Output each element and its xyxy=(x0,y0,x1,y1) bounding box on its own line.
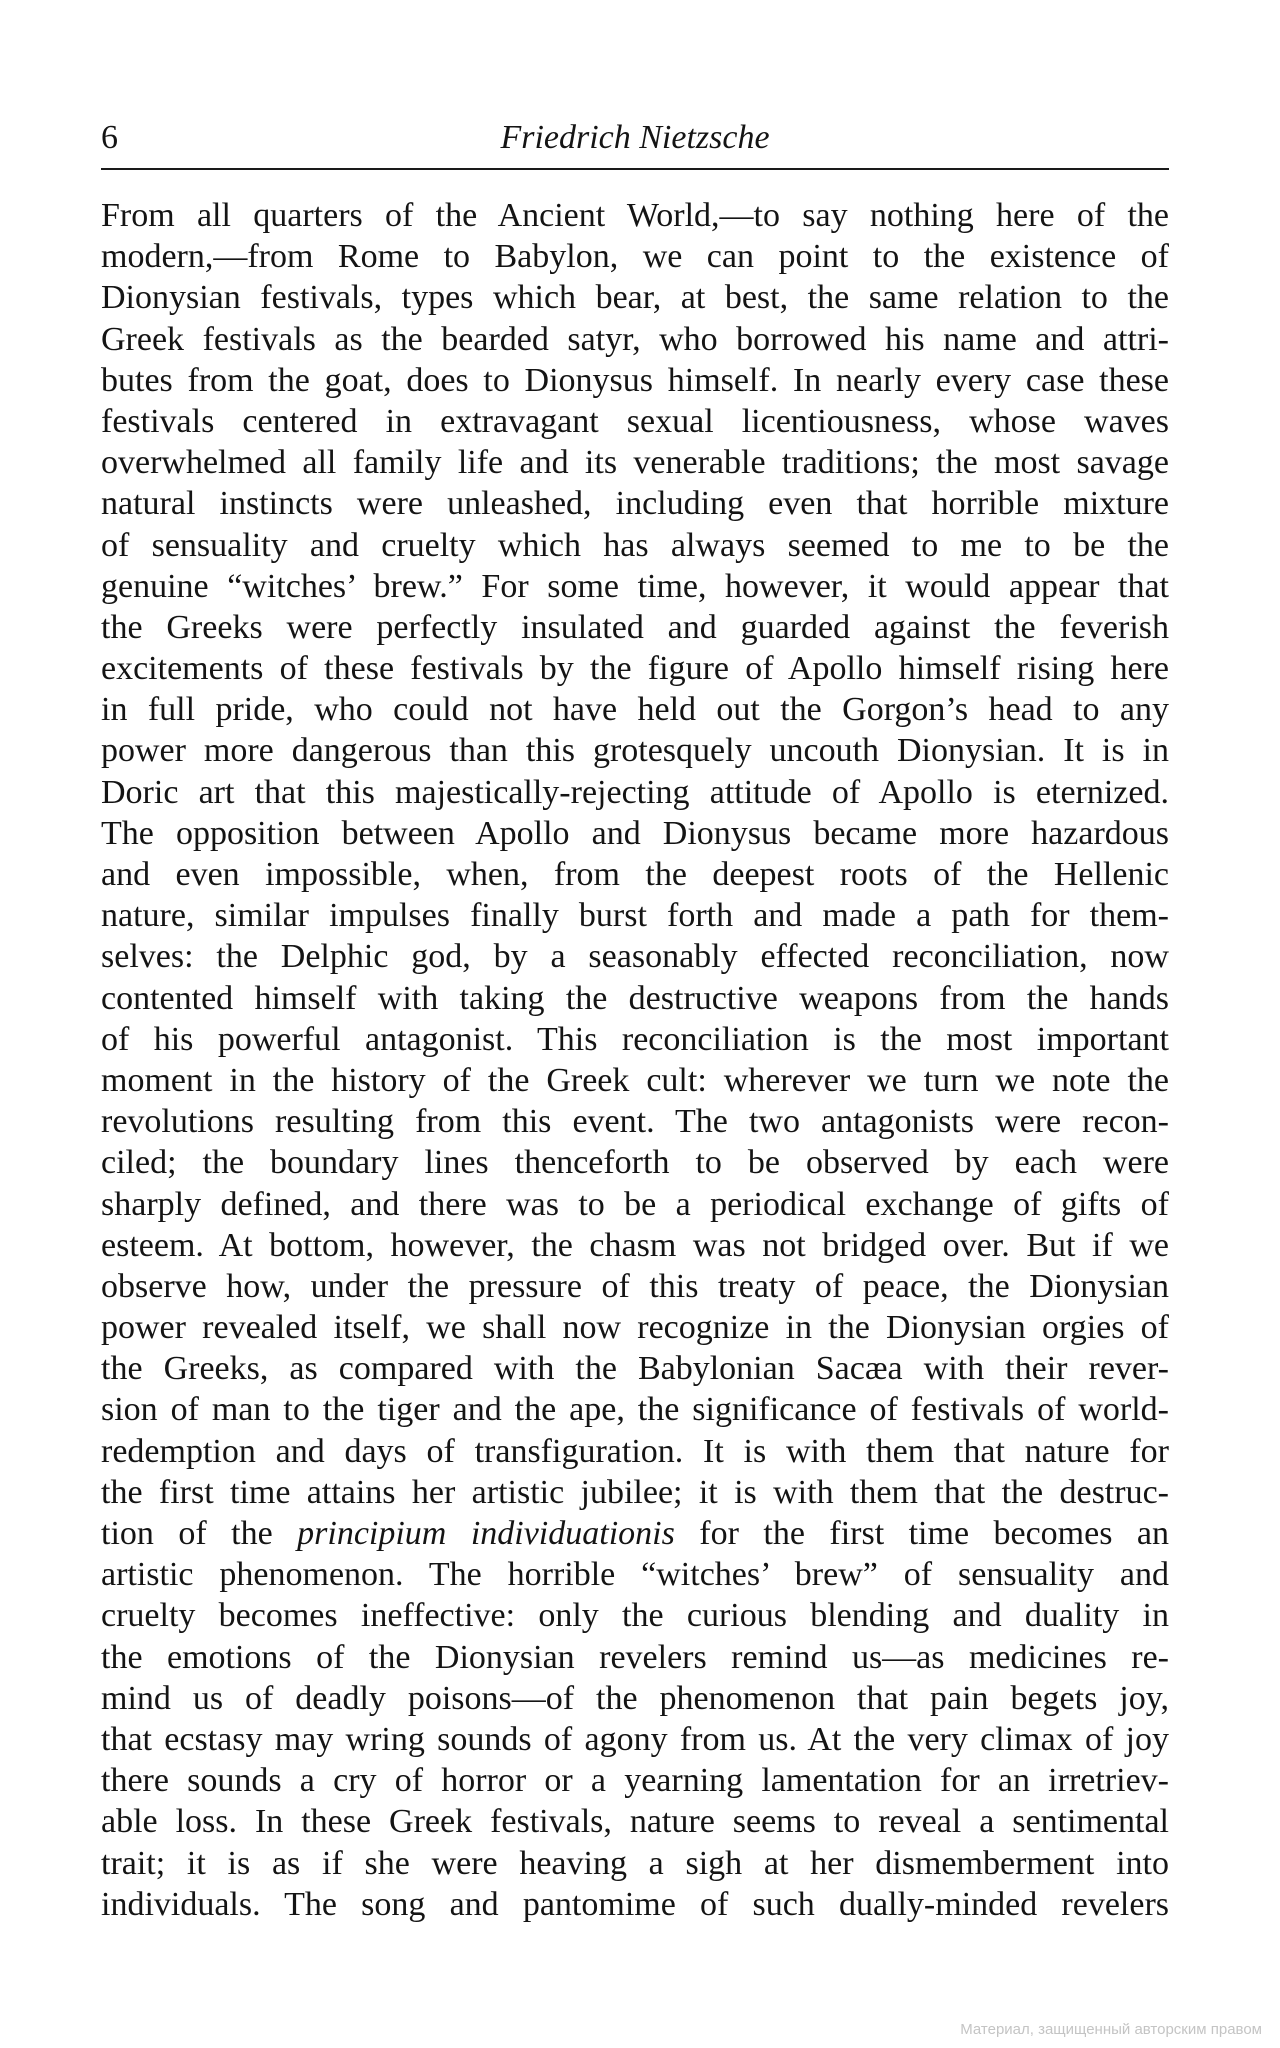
text-line: excitements of these festivals by the figure of Apollo himself rising here xyxy=(101,650,1169,688)
text-line: Dionysian festivals, types which bear, at best, the same relation to the xyxy=(101,279,1169,317)
text-line: festivals centered in extravagant sexual licentiousness, whose waves xyxy=(101,402,1169,440)
text-line: genuine “witches’ brew.” For some time, however, it would appear that xyxy=(101,567,1169,605)
text-line: power revealed itself, we shall now recognize in the Dionysian orgies of xyxy=(101,1309,1169,1347)
text-line: contented himself with taking the destructive weapons from the hands xyxy=(101,979,1169,1017)
text-line: the Greeks were perfectly insulated and guarded against the feverish xyxy=(101,608,1169,646)
text-line: moment in the history of the Greek cult: wherever we turn we note the xyxy=(101,1061,1169,1099)
text-line: Doric art that this majestically-rejecting attitude of Apollo is eternized. xyxy=(101,773,1169,811)
text-line: revolutions resulting from this event. The two antagonists were recon- xyxy=(101,1103,1169,1141)
text-line: modern,—from Rome to Babylon, we can point to the existence of xyxy=(101,238,1169,276)
text-line: there sounds a cry of horror or a yearning lamentation for an irretriev- xyxy=(101,1762,1169,1800)
text-line: and even impossible, when, from the deepest roots of the Hellenic xyxy=(101,856,1169,893)
text-line: Greek festivals as the bearded satyr, who borrowed his name and attri- xyxy=(101,320,1169,358)
running-title: Friedrich Nietzsche xyxy=(500,119,770,156)
body-text xyxy=(101,195,1169,1925)
text-line: that ecstasy may wring sounds of agony from us. At the very climax of joy xyxy=(101,1720,1169,1758)
page-number: 6 xyxy=(101,119,118,156)
text-line: sharply defined, and there was to be a periodical exchange of gifts of xyxy=(101,1185,1169,1223)
text-line: sion of man to the tiger and the ape, the significance of festivals of world- xyxy=(101,1391,1169,1429)
text-line: of sensuality and cruelty which has always seemed to me to be the xyxy=(101,526,1169,564)
text-segment: for the first time becomes an xyxy=(674,1515,1169,1552)
text-line: able loss. In these Greek festivals, nature seems to reveal a sentimental xyxy=(101,1803,1169,1841)
text-line: The opposition between Apollo and Dionysus became more hazardous xyxy=(101,814,1169,852)
text-line: selves: the Delphic god, by a seasonably effected reconciliation, now xyxy=(101,938,1169,976)
text-segment: tion of the xyxy=(101,1515,298,1552)
text-line: nature, similar impulses finally burst forth and made a path for them- xyxy=(101,897,1169,935)
text-line: redemption and days of transfiguration. It is with them that nature for xyxy=(101,1432,1169,1470)
text-line: butes from the goat, does to Dionysus himself. In nearly every case these xyxy=(101,361,1169,399)
page-header xyxy=(101,118,1169,170)
copyright-watermark: Материал, защищенный авторским правом xyxy=(960,2021,1262,2038)
text-line: esteem. At bottom, however, the chasm was not bridged over. But if we xyxy=(101,1226,1169,1264)
text-line: From all quarters of the Ancient World,—to say nothing here of the xyxy=(101,197,1169,234)
text-line: the Greeks, as compared with the Babylonian Sacæa with their rever- xyxy=(101,1350,1169,1388)
text-line-with-italic xyxy=(101,1513,1169,1554)
text-line: the emotions of the Dionysian revelers remind us—as medicines re- xyxy=(101,1638,1169,1676)
text-line: individuals. The song and pantomime of such dually-minded revelers xyxy=(101,1885,1169,1923)
text-line: artistic phenomenon. The horrible “witches’ brew” of sensuality and xyxy=(101,1556,1169,1594)
text-line: ciled; the boundary lines thenceforth to be observed by each were xyxy=(101,1144,1169,1182)
text-line: in full pride, who could not have held out the Gorgon’s head to any xyxy=(101,691,1169,729)
text-line: natural instincts were unleashed, including even that horrible mixture xyxy=(101,485,1169,523)
text-line: trait; it is as if she were heaving a sigh at her dismemberment into xyxy=(101,1844,1169,1882)
text-line: power more dangerous than this grotesquely uncouth Dionysian. It is in xyxy=(101,732,1169,770)
text-line: observe how, under the pressure of this treaty of peace, the Dionysian xyxy=(101,1267,1169,1305)
text-line: of his powerful antagonist. This reconciliation is the most important xyxy=(101,1020,1169,1058)
text-line: mind us of deadly poisons—of the phenomenon that pain begets joy, xyxy=(101,1679,1169,1717)
text-line: the first time attains her artistic jubilee; it is with them that the destruc- xyxy=(101,1473,1169,1511)
text-line: overwhelmed all family life and its venerable traditions; the most savage xyxy=(101,444,1169,482)
text-line: cruelty becomes ineffective: only the curious blending and duality in xyxy=(101,1597,1169,1635)
italic-term: principium individuationis xyxy=(297,1515,675,1552)
